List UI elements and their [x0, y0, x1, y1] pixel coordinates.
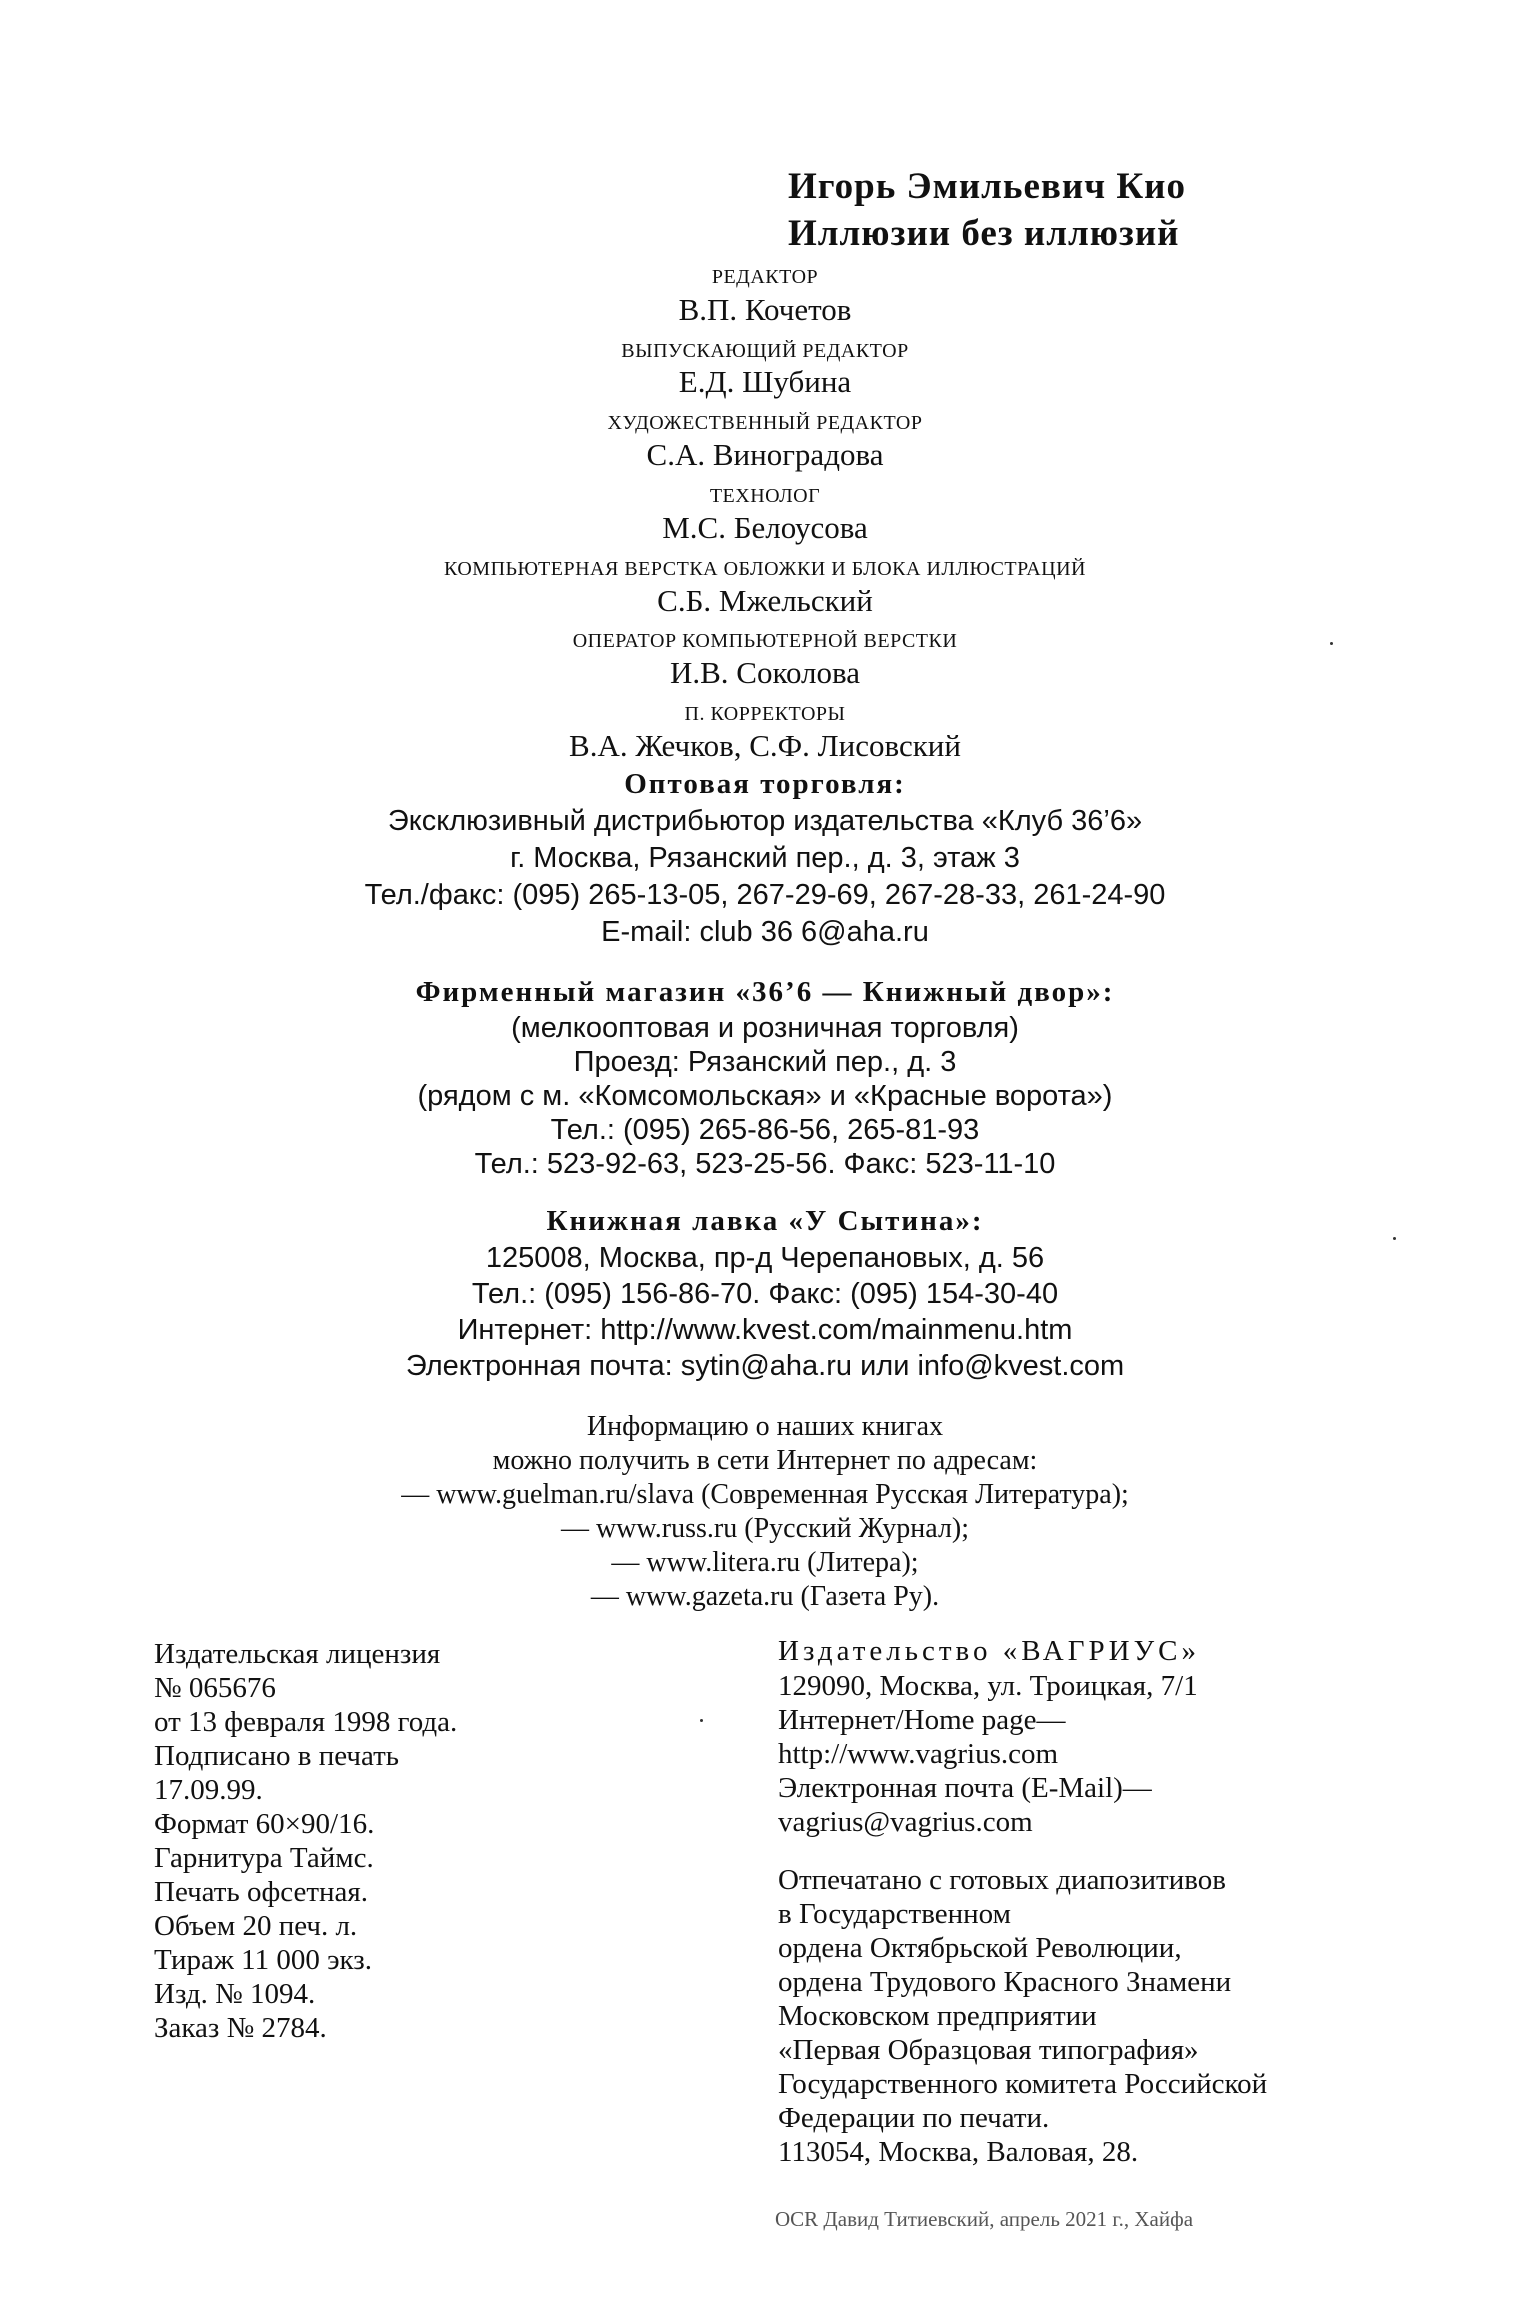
store-line: Проезд: Рязанский пер., д. 3 [573, 1046, 957, 1078]
credit-role-operator: ОПЕРАТОР КОМПЬЮТЕРНОЙ ВЕРСТКИ [572, 630, 958, 652]
bookshop-line: Электронная почта: sytin@aha.ru или info@kvest.com [405, 1350, 1125, 1382]
printed-line: 113054, Москва, Валовая, 28. [778, 2136, 1139, 2168]
printed-line: ордена Трудового Красного Знамени [778, 1966, 1232, 1998]
credit-name-art-editor: С.А. Виноградова [646, 437, 884, 472]
credit-name-managing-editor: Е.Д. Шубина [678, 364, 852, 399]
credit-role-editor: РЕДАКТОР [711, 266, 819, 288]
credit-role-technologist: ТЕХНОЛОГ [709, 485, 821, 507]
publisher-line: http://www.vagrius.com [778, 1738, 1059, 1770]
printed-line: ордена Октябрьской Революции, [778, 1932, 1182, 1964]
publisher-name: Издательство «ВАГРИУС» [778, 1635, 1200, 1667]
credit-role-proofreaders: П. КОРРЕКТОРЫ [684, 703, 846, 725]
publisher-line: Интернет/Home page— [778, 1704, 1066, 1736]
store-line: (мелкооптовая и розничная торговля) [511, 1012, 1019, 1044]
wholesale-line: г. Москва, Рязанский пер., д. 3, этаж 3 [510, 842, 1020, 874]
imprint-left-line: Объем 20 печ. л. [154, 1910, 358, 1942]
ocr-credit-note: OCR Давид Титиевский, апрель 2021 г., Хайфа [775, 2207, 1194, 2231]
credit-role-managing-editor: ВЫПУСКАЮЩИЙ РЕДАКТОР [621, 340, 909, 362]
printed-line: Федерации по печати. [778, 2102, 1050, 2134]
printed-line: в Государственном [778, 1898, 1011, 1930]
imprint-left-line: от 13 февраля 1998 года. [154, 1706, 458, 1738]
scan-speck [1330, 642, 1333, 645]
publisher-line: vagrius@vagrius.com [778, 1806, 1033, 1838]
wholesale-line: E-mail: club 36 6@aha.ru [601, 916, 929, 948]
imprint-left-line: 17.09.99. [154, 1774, 263, 1806]
book-title: Иллюзии без иллюзий [788, 213, 1180, 254]
imprint-left-line: Гарнитура Таймс. [154, 1842, 374, 1874]
bookshop-line: 125008, Москва, пр-д Черепановых, д. 56 [485, 1242, 1045, 1274]
wholesale-line: Тел./факс: (095) 265-13-05, 267-29-69, 267-28-33, 261-24-90 [364, 879, 1166, 911]
publisher-line: 129090, Москва, ул. Троицкая, 7/1 [778, 1670, 1198, 1702]
internet-line: — www.gazeta.ru (Газета Ру). [590, 1581, 940, 1612]
wholesale-line: Эксклюзивный дистрибьютор издательства «Клуб 36’6» [387, 805, 1143, 837]
bookshop-heading: Книжная лавка «У Сытина»: [546, 1205, 984, 1237]
credit-name-layout: С.Б. Мжельский [657, 583, 873, 618]
store-line: Тел.: (095) 265-86-56, 265-81-93 [550, 1114, 980, 1146]
internet-line: можно получить в сети Интернет по адресам: [492, 1445, 1038, 1476]
printed-line: Московском предприятии [778, 2000, 1097, 2032]
wholesale-heading: Оптовая торговля: [624, 768, 906, 800]
bookshop-line: Тел.: (095) 156-86-70. Факс: (095) 154-30-40 [471, 1278, 1059, 1310]
imprint-left-line: Изд. № 1094. [154, 1978, 316, 2010]
internet-line: — www.litera.ru (Литера); [611, 1547, 919, 1578]
credit-name-editor: В.П. Кочетов [678, 292, 852, 327]
scan-speck [700, 1719, 703, 1722]
internet-line: Информацию о наших книгах [586, 1411, 944, 1442]
imprint-left-line: Подписано в печать [154, 1740, 399, 1772]
printed-line: Отпечатано с готовых диапозитивов [778, 1864, 1226, 1896]
imprint-left-line: Издательская лицензия [154, 1638, 441, 1670]
internet-line: — www.russ.ru (Русский Журнал); [560, 1513, 970, 1544]
imprint-left-line: Формат 60×90/16. [154, 1808, 375, 1840]
store-line: (рядом с м. «Комсомольская» и «Красные ворота») [417, 1080, 1113, 1112]
credit-name-proofreaders: В.А. Жечков, С.Ф. Лисовский [569, 728, 961, 763]
credit-name-technologist: М.С. Белоусова [662, 510, 868, 545]
book-author: Игорь Эмильевич Кио [788, 166, 1186, 207]
credit-role-layout: КОМПЬЮТЕРНАЯ ВЕРСТКА ОБЛОЖКИ И БЛОКА ИЛЛЮСТРАЦИЙ [444, 558, 1086, 580]
imprint-left-line: № 065676 [154, 1672, 276, 1704]
bookshop-line: Интернет: http://www.kvest.com/mainmenu.htm [457, 1314, 1073, 1346]
store-line: Тел.: 523-92-63, 523-25-56. Факс: 523-11-10 [474, 1148, 1056, 1180]
credit-name-operator: И.В. Соколова [669, 655, 861, 690]
publisher-line: Электронная почта (E-Mail)— [778, 1772, 1152, 1804]
imprint-left-line: Печать офсетная. [154, 1876, 368, 1908]
scan-speck [1393, 1237, 1396, 1240]
credit-role-art-editor: ХУДОЖЕСТВЕННЫЙ РЕДАКТОР [607, 412, 923, 434]
imprint-left-line: Тираж 11 000 экз. [154, 1944, 372, 1976]
internet-line: — www.guelman.ru/slava (Современная Русская Литература); [401, 1479, 1129, 1510]
printed-line: «Первая Образцовая типография» [778, 2034, 1199, 2066]
printed-line: Государственного комитета Российской [778, 2068, 1268, 2100]
store-heading: Фирменный магазин «36’6 — Книжный двор»: [415, 976, 1115, 1008]
imprint-left-line: Заказ № 2784. [154, 2012, 327, 2044]
